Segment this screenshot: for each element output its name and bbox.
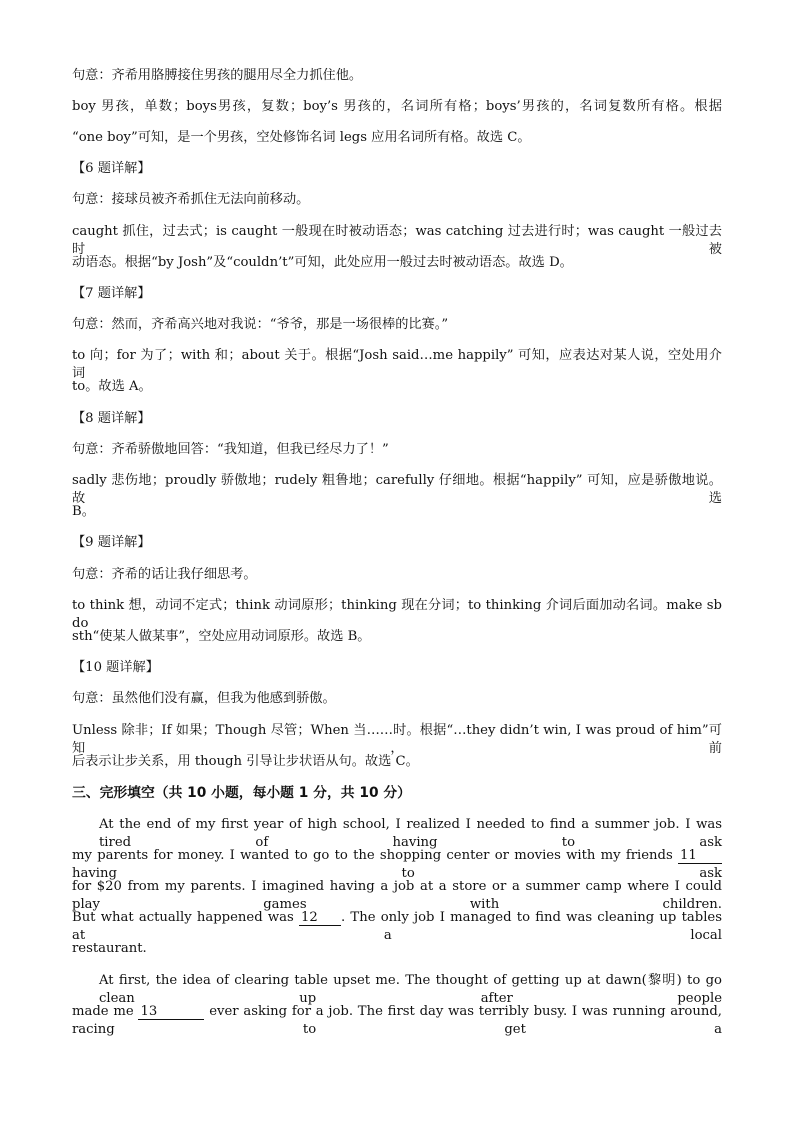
passage-text: made me [72, 1004, 139, 1019]
text-line: 句意：齐希用胳膊接住男孩的腿用尽全力抓住他。 [72, 68, 363, 83]
blank-13: 13 [138, 1005, 204, 1020]
text-line: “one boy”可知，是一个男孩，空处修饰名词 legs 应用名词所有格。故选 C。 [72, 130, 531, 145]
text-line: boy 男孩，单数；boys男孩，复数；boy’s 男孩的，名词所有格；boys’男孩的，名词复数所有格。根据 [72, 99, 722, 114]
passage-line: At the end of my first year of high school, I realized I needed to find a summer job. I was tired of having to ask [99, 817, 722, 850]
question-heading: 【10 题详解】 [72, 660, 159, 675]
passage-text: But what actually happened was [72, 910, 299, 925]
blank-11: 11 [678, 849, 722, 864]
passage-text: ever asking for a job. The first day was terribly busy. I was running around, racing to get a [72, 1004, 722, 1037]
passage-line: for $20 from my parents. I imagined having a job at a store or a summer camp where I could play games with children. [72, 879, 722, 912]
text-line: caught 抓住，过去式；is caught 一般现在时被动语态；was catching 过去进行时；was caught 一般过去时被 [72, 224, 722, 257]
passage-line: At first, the idea of clearing table upset me. The thought of getting up at dawn(黎明) to go clean up after people [99, 973, 722, 1006]
text-line: Unless 除非；If 如果；Though 尽管；When 当……时。根据“…they didn’t win, I was proud of him”可知，前 [72, 723, 722, 756]
passage-line [72, 1003, 722, 1039]
text-line: 句意：虽然他们没有赢，但我为他感到骄傲。 [72, 691, 336, 706]
question-heading: 【9 题详解】 [72, 535, 151, 550]
passage-text: . The only job I managed to find was cleaning up tables at a local [72, 910, 722, 943]
question-heading: 【6 题详解】 [72, 161, 151, 176]
text-line: to think 想，动词不定式；think 动词原形；thinking 现在分词；to thinking 介词后面加动名词。make sb do [72, 598, 722, 631]
section-title: 三、完形填空（共 10 小题，每小题 1 分，共 10 分） [72, 785, 411, 801]
text-line: 后表示让步关系，用 though 引导让步状语从句。故选 C。 [72, 754, 419, 769]
question-heading: 【8 题详解】 [72, 411, 151, 426]
text-line: to。故选 A。 [72, 379, 152, 394]
text-line: 动语态。根据“by Josh”及“couldn’t”可知，此处应用一般过去时被动语态。故选 D。 [72, 255, 573, 270]
text-line: sth“使某人做某事”，空处应用动词原形。故选 B。 [72, 629, 371, 644]
text-line: sadly 悲伤地；proudly 骄傲地；rudely 粗鲁地；carefully 仔细地。根据“happily” 可知，应是骄傲地说。故选 [72, 473, 722, 506]
passage-line [72, 909, 722, 945]
text-line: to 向；for 为了；with 和；about 关于。根据“Josh said…me happily” 可知，应表达对某人说，空处用介词 [72, 348, 722, 381]
text-line: 句意：齐希的话让我仔细思考。 [72, 567, 257, 582]
question-heading: 【7 题详解】 [72, 286, 151, 301]
text-line: 句意：然而，齐希高兴地对我说：“爷爷，那是一场很棒的比赛。” [72, 317, 449, 332]
text-line: 句意：接球员被齐希抓住无法向前移动。 [72, 192, 310, 207]
passage-line: restaurant. [72, 941, 147, 956]
text-line: B。 [72, 504, 95, 519]
passage-text: my parents for money. I wanted to go to the shopping center or movies with my friends [72, 848, 678, 863]
text-line: 句意：齐希骄傲地回答：“我知道，但我已经尽力了！” [72, 442, 389, 457]
passage-text: having to ask [72, 866, 722, 881]
blank-12: 12 [299, 911, 341, 926]
